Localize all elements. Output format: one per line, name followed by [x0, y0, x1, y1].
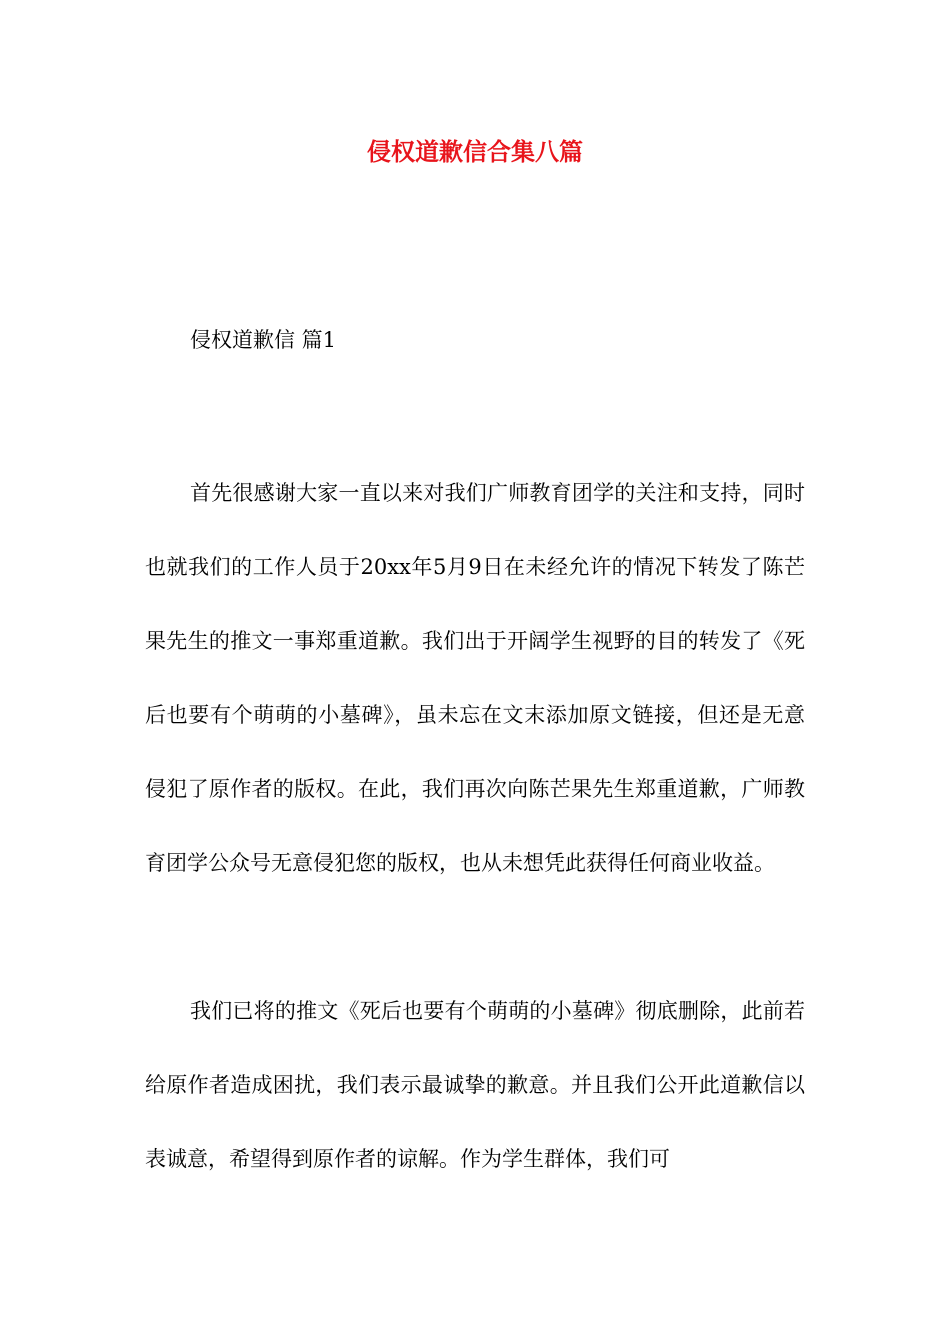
body-paragraph: 我们已将的推文《死后也要有个萌萌的小墓碑》彻底删除，此前若给原作者造成困扰，我们表示最诚挚的歉意。并且我们公开此道歉信以表诚意，希望得到原作者的谅解。作为学生群体，我们可	[145, 999, 805, 1171]
body-paragraph: 首先很感谢大家一直以来对我们广师教育团学的关注和支持，同时也就我们的工作人员于20xx年5月9日在未经允许的情况下转发了陈芒果先生的推文一事郑重道歉。我们出于开阔学生视野的目的转发了《死后也要有个萌萌的小墓碑》，虽未忘在文末添加原文链接，但还是无意侵犯了原作者的版权。在此，我们再次向陈芒果先生郑重道歉，广师教育团学公众号无意侵犯您的版权，也从未想凭此获得任何商业收益。	[145, 481, 805, 875]
section-heading: 侵权道歉信 篇1	[190, 328, 337, 352]
document-title: 侵权道歉信合集八篇	[367, 137, 583, 166]
